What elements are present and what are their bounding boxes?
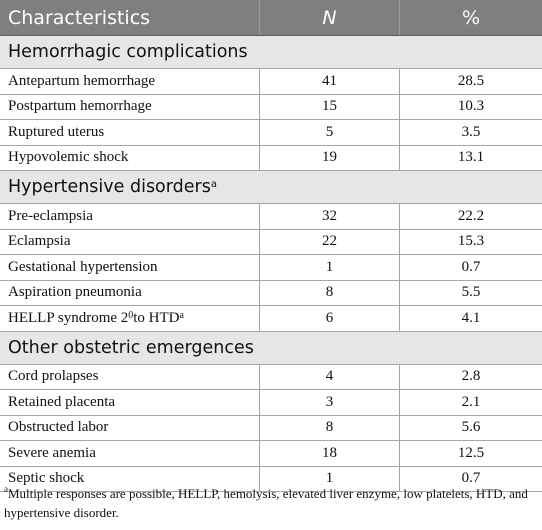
row-n: 5	[260, 120, 400, 145]
table-row	[0, 306, 542, 332]
row-percent: 2.8	[461, 368, 481, 385]
section-header-hemorrhagic	[0, 36, 542, 69]
section-title: Hypertensive disorders $^a$	[8, 177, 217, 197]
row-percent: 15.3	[457, 233, 485, 250]
row-percent: 10.3	[457, 98, 485, 115]
footnote-marker: a	[4, 483, 8, 494]
row-percent: 2.1	[461, 393, 481, 410]
row-n: 8	[260, 416, 400, 441]
table-row	[0, 95, 542, 121]
row-percent: 0.7	[461, 470, 481, 487]
row-label: Postpartum hemorrhage	[0, 95, 260, 120]
row-n: 32	[260, 204, 400, 229]
row-label: Obstructed labor	[0, 416, 260, 441]
row-n: 4	[260, 365, 400, 390]
footnote-text: Multiple responses are possible, HELLP, hemolysis, elevated liver enzyme, low platelets, HTD, and hypertensive disorder.	[4, 486, 528, 520]
table-row	[0, 120, 542, 146]
header-n: N	[260, 0, 400, 35]
row-n: 1	[260, 467, 400, 492]
row-n: 8	[260, 281, 400, 306]
row-label: Aspiration pneumonia	[0, 281, 260, 306]
row-label: Cord prolapses	[0, 365, 260, 390]
table-row	[0, 281, 542, 307]
table-row	[0, 230, 542, 256]
section-title: Hemorrhagic complications	[8, 42, 248, 62]
row-percent: 13.1	[457, 149, 485, 166]
row-label: Septic shock	[0, 467, 260, 492]
row-label: Antepartum hemorrhage	[0, 69, 260, 94]
table-row	[0, 255, 542, 281]
table-row	[0, 146, 542, 172]
row-percent: 4.1	[461, 309, 481, 326]
row-label: Hypovolemic shock	[0, 146, 260, 171]
row-n: 41	[260, 69, 400, 94]
row-label: Severe anemia	[0, 441, 260, 466]
header-characteristics: Characteristics	[0, 0, 260, 35]
section-title: Other obstetric emergences	[8, 337, 254, 358]
row-n: 15	[260, 95, 400, 120]
table-row	[0, 390, 542, 416]
row-n: 6	[260, 306, 400, 331]
section-header-hypertensive	[0, 171, 542, 204]
row-label: Gestational hypertension	[0, 255, 260, 280]
row-label: Retained placenta	[0, 390, 260, 415]
section-header-other-emergencies	[0, 332, 542, 365]
table-row	[0, 69, 542, 95]
row-n: 19	[260, 146, 400, 171]
table-row	[0, 204, 542, 230]
row-label: HELLP syndrome 2 $^0$ to HTD $^a$	[0, 306, 260, 331]
table-row	[0, 441, 542, 467]
table-footnote	[4, 484, 540, 522]
row-label: Ruptured uterus	[0, 120, 260, 145]
row-percent: 0.7	[461, 258, 481, 275]
row-n: 18	[260, 441, 400, 466]
table-row	[0, 416, 542, 442]
header-percent: %	[461, 6, 481, 29]
table-header-row	[0, 0, 542, 36]
row-percent: 28.5	[457, 72, 485, 89]
row-label: Eclampsia	[0, 230, 260, 255]
row-n: 22	[260, 230, 400, 255]
row-label: Pre-eclampsia	[0, 204, 260, 229]
row-percent: 3.5	[461, 123, 481, 140]
table-row	[0, 365, 542, 391]
row-percent: 5.5	[461, 284, 481, 301]
row-percent: 12.5	[457, 444, 485, 461]
row-percent: 5.6	[461, 419, 481, 436]
row-percent: 22.2	[457, 207, 485, 224]
row-n: 3	[260, 390, 400, 415]
row-n: 1	[260, 255, 400, 280]
